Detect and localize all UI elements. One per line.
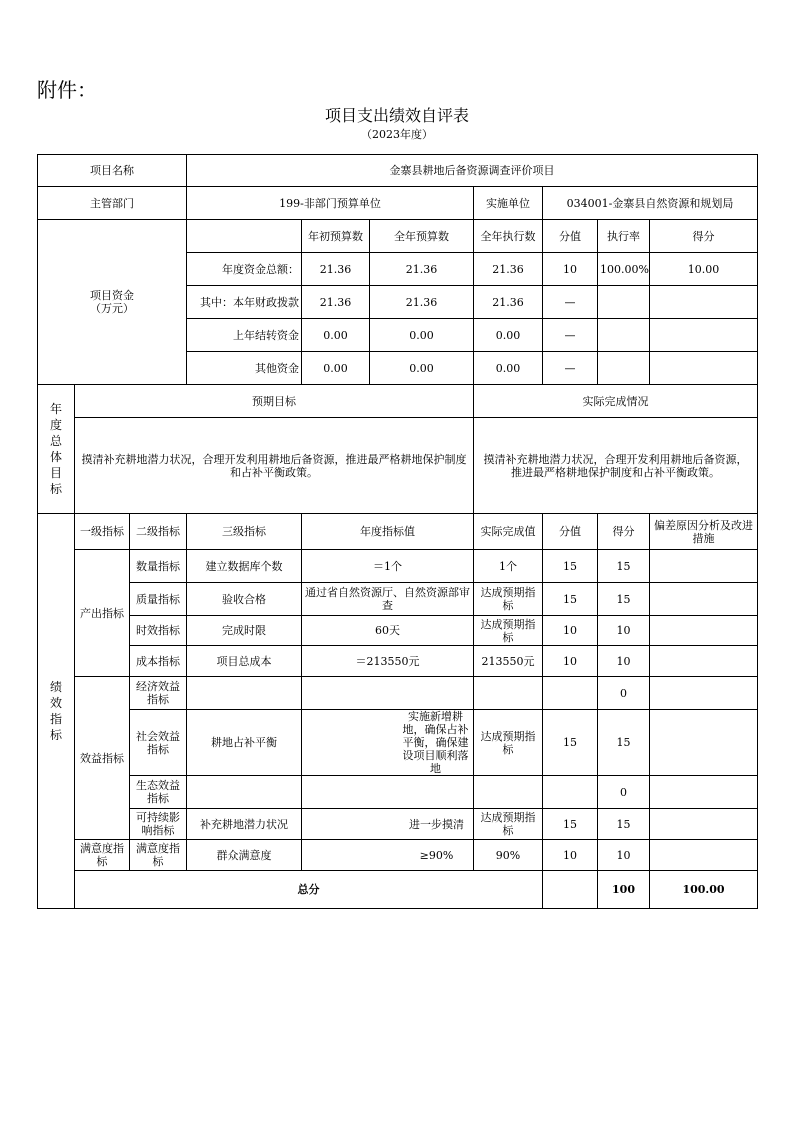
ind-target: 实施新增耕地，确保占补平衡，确保建设项目顺利落地 bbox=[302, 710, 474, 776]
ind-reason bbox=[650, 840, 758, 871]
ind-l3 bbox=[187, 677, 302, 710]
ind-score: 10 bbox=[598, 840, 650, 871]
ind-score: 0 bbox=[598, 776, 650, 809]
ind-target: 60天 bbox=[302, 616, 474, 646]
ind-l2: 社会效益指标 bbox=[130, 710, 187, 776]
ind-l2: 时效指标 bbox=[130, 616, 187, 646]
funds-row-executed: 0.00 bbox=[474, 319, 543, 352]
ind-actual bbox=[474, 776, 543, 809]
funds-row-weight: — bbox=[543, 286, 598, 319]
funds-row-score bbox=[650, 352, 758, 385]
ind-weight: 10 bbox=[543, 840, 598, 871]
ind-weight: 15 bbox=[543, 550, 598, 583]
ind-reason bbox=[650, 776, 758, 809]
ind-l2: 质量指标 bbox=[130, 583, 187, 616]
ind-reason bbox=[650, 646, 758, 677]
ind-header-score: 得分 bbox=[598, 514, 650, 550]
funds-row-label: 其中：本年财政拨款 bbox=[187, 286, 302, 319]
ind-score: 15 bbox=[598, 550, 650, 583]
ind-reason bbox=[650, 550, 758, 583]
ind-reason bbox=[650, 809, 758, 840]
ind-weight: 15 bbox=[543, 809, 598, 840]
funds-label-line2: （万元） bbox=[90, 302, 134, 315]
ind-score: 15 bbox=[598, 809, 650, 840]
funds-row-weight: — bbox=[543, 352, 598, 385]
ind-header-l1: 一级指标 bbox=[75, 514, 130, 550]
output-l1-label: 产出指标 bbox=[75, 550, 130, 677]
ind-l3: 完成时限 bbox=[187, 616, 302, 646]
ind-header-weight: 分值 bbox=[543, 514, 598, 550]
ind-l3: 建立数据库个数 bbox=[187, 550, 302, 583]
funds-row-score bbox=[650, 286, 758, 319]
funds-header-annual: 全年预算数 bbox=[370, 220, 474, 253]
actual-goal-text: 摸清补充耕地潜力状况，合理开发利用耕地后备资源，推进最严格耕地保护制度和占补平衡政策。 bbox=[474, 418, 758, 514]
ind-actual bbox=[474, 677, 543, 710]
funds-row-label: 其他资金 bbox=[187, 352, 302, 385]
dept-label: 主管部门 bbox=[38, 187, 187, 220]
total-label: 总分 bbox=[75, 871, 543, 909]
funds-row-rate bbox=[598, 319, 650, 352]
funds-header-blank bbox=[187, 220, 302, 253]
ind-header-actual: 实际完成值 bbox=[474, 514, 543, 550]
impl-unit-value: 034001-金寨县自然资源和规划局 bbox=[543, 187, 758, 220]
ind-header-l3: 三级指标 bbox=[187, 514, 302, 550]
actual-goal-header: 实际完成情况 bbox=[474, 385, 758, 418]
ind-actual: 达成预期指标 bbox=[474, 710, 543, 776]
funds-row-annual: 0.00 bbox=[370, 352, 474, 385]
funds-row-rate bbox=[598, 286, 650, 319]
ind-target: 进一步摸清 bbox=[302, 809, 474, 840]
evaluation-table bbox=[37, 154, 758, 909]
ind-l3 bbox=[187, 776, 302, 809]
ind-weight: 15 bbox=[543, 583, 598, 616]
dept-value: 199-非部门预算单位 bbox=[187, 187, 474, 220]
ind-l2: 可持续影响指标 bbox=[130, 809, 187, 840]
funds-header-executed: 全年执行数 bbox=[474, 220, 543, 253]
ind-target bbox=[302, 677, 474, 710]
project-name-label: 项目名称 bbox=[38, 155, 187, 187]
funds-row-executed: 21.36 bbox=[474, 253, 543, 286]
ind-weight bbox=[543, 677, 598, 710]
funds-row-initial: 0.00 bbox=[302, 319, 370, 352]
expected-goal-text: 摸清补充耕地潜力状况，合理开发利用耕地后备资源，推进最严格耕地保护制度和占补平衡政策。 bbox=[75, 418, 474, 514]
funds-header-rate: 执行率 bbox=[598, 220, 650, 253]
ind-actual: 达成预期指标 bbox=[474, 809, 543, 840]
indicators-side-label bbox=[38, 514, 75, 909]
ind-actual: 1个 bbox=[474, 550, 543, 583]
ind-score: 10 bbox=[598, 616, 650, 646]
benefit-l1-label: 效益指标 bbox=[75, 677, 130, 840]
ind-l3: 补充耕地潜力状况 bbox=[187, 809, 302, 840]
ind-target: ≥90% bbox=[302, 840, 474, 871]
funds-row-annual: 0.00 bbox=[370, 319, 474, 352]
ind-score: 0 bbox=[598, 677, 650, 710]
funds-row-weight: 10 bbox=[543, 253, 598, 286]
ind-l3: 耕地占补平衡 bbox=[187, 710, 302, 776]
ind-actual: 90% bbox=[474, 840, 543, 871]
annex-label: 附件： bbox=[37, 78, 97, 102]
funds-row-score bbox=[650, 319, 758, 352]
funds-row-rate bbox=[598, 352, 650, 385]
ind-actual: 达成预期指标 bbox=[474, 583, 543, 616]
funds-label bbox=[38, 220, 187, 385]
indicators-side-text: 绩效指标 bbox=[49, 680, 62, 742]
ind-l2: 成本指标 bbox=[130, 646, 187, 677]
ind-reason bbox=[650, 583, 758, 616]
funds-header-weight: 分值 bbox=[543, 220, 598, 253]
ind-l3: 验收合格 bbox=[187, 583, 302, 616]
ind-target: ＝213550元 bbox=[302, 646, 474, 677]
satisfaction-l1-label: 满意度指标 bbox=[75, 840, 130, 871]
goals-side-label bbox=[38, 385, 75, 514]
ind-l2: 生态效益指标 bbox=[130, 776, 187, 809]
ind-weight: 10 bbox=[543, 646, 598, 677]
ind-weight: 10 bbox=[543, 616, 598, 646]
year-label: （2023年度） bbox=[361, 128, 433, 141]
ind-header-reason: 偏差原因分析及改进措施 bbox=[650, 514, 758, 550]
ind-actual: 213550元 bbox=[474, 646, 543, 677]
funds-row-initial: 21.36 bbox=[302, 253, 370, 286]
total-actual-blank bbox=[543, 871, 598, 909]
ind-l3: 群众满意度 bbox=[187, 840, 302, 871]
ind-target bbox=[302, 776, 474, 809]
funds-row-rate: 100.00% bbox=[598, 253, 650, 286]
ind-header-l2: 二级指标 bbox=[130, 514, 187, 550]
ind-reason bbox=[650, 616, 758, 646]
ind-l2: 满意度指标 bbox=[130, 840, 187, 871]
expected-goal-header: 预期目标 bbox=[75, 385, 474, 418]
impl-unit-label: 实施单位 bbox=[474, 187, 543, 220]
funds-row-weight: — bbox=[543, 319, 598, 352]
ind-weight bbox=[543, 776, 598, 809]
project-name-value: 金寨县耕地后备资源调查评价项目 bbox=[187, 155, 758, 187]
funds-row-label: 年度资金总额： bbox=[187, 253, 302, 286]
ind-header-target: 年度指标值 bbox=[302, 514, 474, 550]
total-weight: 100 bbox=[598, 871, 650, 909]
funds-row-executed: 21.36 bbox=[474, 286, 543, 319]
ind-target: 通过省自然资源厅、自然资源部审查 bbox=[302, 583, 474, 616]
ind-score: 15 bbox=[598, 710, 650, 776]
ind-actual: 达成预期指标 bbox=[474, 616, 543, 646]
ind-score: 15 bbox=[598, 583, 650, 616]
funds-header-score: 得分 bbox=[650, 220, 758, 253]
funds-header-initial: 年初预算数 bbox=[302, 220, 370, 253]
funds-label-line1: 项目资金 bbox=[90, 289, 134, 302]
ind-l3: 项目总成本 bbox=[187, 646, 302, 677]
ind-l2: 经济效益指标 bbox=[130, 677, 187, 710]
funds-row-annual: 21.36 bbox=[370, 253, 474, 286]
funds-row-label: 上年结转资金 bbox=[187, 319, 302, 352]
ind-reason bbox=[650, 710, 758, 776]
page-title: 项目支出绩效自评表 bbox=[324, 106, 469, 125]
funds-row-annual: 21.36 bbox=[370, 286, 474, 319]
funds-row-score: 10.00 bbox=[650, 253, 758, 286]
total-score: 100.00 bbox=[650, 871, 758, 909]
goals-side-text: 年度总体目标 bbox=[49, 402, 62, 496]
ind-target: ＝1个 bbox=[302, 550, 474, 583]
funds-row-executed: 0.00 bbox=[474, 352, 543, 385]
ind-score: 10 bbox=[598, 646, 650, 677]
funds-row-initial: 0.00 bbox=[302, 352, 370, 385]
ind-weight: 15 bbox=[543, 710, 598, 776]
ind-l2: 数量指标 bbox=[130, 550, 187, 583]
funds-row-initial: 21.36 bbox=[302, 286, 370, 319]
ind-reason bbox=[650, 677, 758, 710]
